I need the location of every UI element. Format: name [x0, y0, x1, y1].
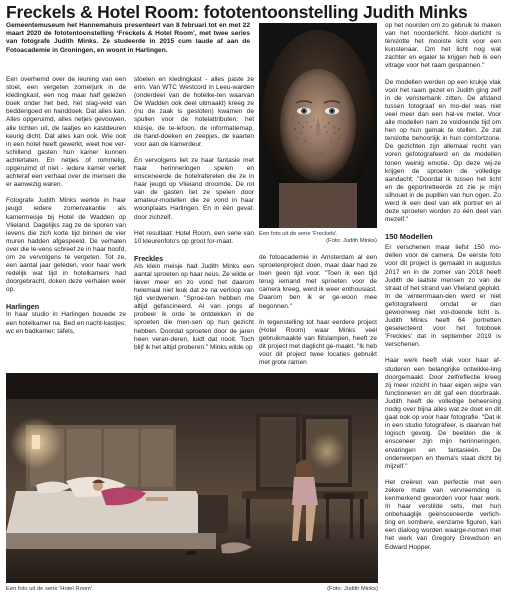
paragraph: De modellen werden op een krukje vlak voor het raam gezet en Judith ging zelf in de vensterbank zitten. De afstand tussen fotograaf en mo-del was niet veel meer dan een hal-ve meter. Voor alle modellen nam ze voldoende tijd om hen op hun gemak te stellen. Ze zat tenslotte behoorlijk in hun comfortzone. De gezichten zijn allemaal recht van voren gefotografeerd en de modellen tonen weinig emotie. Op deze wij-ze krijgen de sproeten de volledige aandacht: "Doordat ik tussen het licht en de geportretteerde zit zie je mijn silhouet in de pupillen van hun ogen. Zo werd ik een deel van elk portret en al deze sproeten worden zo één deel van mezelf." [385, 78, 501, 224]
paragraph: Een overhemd over de leuning van een stoel, een vergeten zomerjurk in de kledingkast, een nog maar half gelezen boek onder het bed, het slag-veld van beddengoed en handdoek. Dat alles kan. Alles opgeruimd, alles netjes gevouwen, alle lichten uit, de laatjes en kastdeuren keurig dicht. Dat alles kan ook. Wie ooit in een hotel heeft gewerkt, weet hoe ver-schillend gasten hun kamer kunnen achterlaten. En netjes of rommelig, opgeruimd of niet - iedere kamer vertelt achteraf een verhaal over de mensen die er aanwezig waren. [6, 76, 126, 189]
caption-credit: (Foto: Judith Minks) [326, 238, 377, 245]
hotel-room-caption [6, 586, 378, 593]
paragraph: Het resultaat: Hotel Room, een serie van 10 kleurenfoto's op groot for-maat. [134, 229, 254, 245]
freckles-portrait-photo [259, 23, 377, 228]
article-title: Freckels & Hotel Room: fototentoonstelling Judith Minks [6, 2, 468, 22]
caption-text: Een foto uit de serie 'Hotel Room'. [6, 586, 94, 592]
paragraph: Er verschenen maar liefst 150 mo-dellen voor de camera. De eerste foto voor dit project is gemaakt in augustus 2017 en in de zomer van 2018 heeft Judith de laatste mensen zo van de straat of het strand van Vlieland geplukt. In de winterrmaan-den werd er niet gefotografeerd omdat er dan gewoonweg niet vol-doende licht is. Judith Minks heeft 64 portretten geselecteerd voor het fotoboek 'Freckles' dat in september 2019 is verschenen. [385, 244, 501, 349]
subheading-150-modellen: 150 Modellen [385, 232, 433, 242]
column-1 [6, 76, 126, 336]
paragraph: Het creëren van perfectie met een zekere mate van vervreemding is kenmerkend geworden voor haar werk. In haar verstilde sets, met hun onbehaaglijk geënsceneerde verlich-ting en sombere, eenzame figuren, kan een dialoog worden waarge-nomen met het werk van Gregory Grewdson en Edward Hopper. [385, 478, 501, 551]
paragraph: En vervolgens liet ze haar fantasie met haar herinneringen spelen en ensceneerde de hotelraferelen die ze in haar jeugd op Vlieland droomde. De rol van de gasten liet ze spelen door amateur-modellen die ze vond in haar woonplaats Harlingen. En in één geval: door zichzelf. [134, 156, 254, 221]
subheading-freckles: Freckles [134, 253, 164, 263]
paragraph: In tegenstelling tot haar eerdere project (Hotel Room) waar Minks veel gebruikmaakte van flitslampen, heeft ze dit project met daglicht ge-maakt. "Ik heb voor dit project twee locaties gebruikt met grote ramen [259, 318, 377, 367]
portrait-illustration [259, 23, 377, 228]
freckles-caption [259, 231, 377, 245]
subheading-harlingen: Harlingen [6, 302, 40, 312]
paragraph: In haar studio in Harlingen bouwde ze een hotelkamer na. Bed en nacht-kastjes; wc en badkamer; tafels, [6, 311, 126, 335]
hotel-room-illustration [6, 373, 378, 583]
paragraph: Fotografe Judith Minks werkte in haar jeugd iedere zomervakantie als kamermeisje bij Hotel de Wadden op Vlieland. Dagelijks zag ze de sporen van levens die zich korte tijd binnen de vier muren hadden afgespeeld. De verhalen over die le-vens schreef ze in haar hoofd, om ze vervolgens te vergeten. Tot ze, een aantal jaar geleden, voor haar werk redelijk wat tijd in hotelkamers had doorgebracht, doken deze verhalen weer op. [6, 197, 126, 294]
hotel-room-photo [6, 373, 378, 583]
caption-text: Een foto uit de serie 'Freckels'. [259, 231, 338, 237]
paragraph: op het noorden om zo gebruik te maken van het noorderlicht. Noor-derlicht is tenslotte het mooiste licht voor een kunstenaar. Om het licht nog wat zachter en egaler te krijgen heb ik een vitrage voor het raam gespannen." [385, 22, 501, 70]
column-4 [385, 22, 501, 552]
column-3 [259, 254, 377, 367]
paragraph: stoelen en kledingkast - alles paste ze erin. Van WTC Westcord in Leeu-warden (onderdeel van de hotelke-ten waarvan De Wadden ook deel uitmaakt) kreeg ze (nu de zaak is gesloten) kwamen de spullen voor de hotelattributen: het kluisje, de te-lefoon, de informatiemap, de hand-doeken en zeepjes, de kaarten voor aan de kamerdeur. [134, 76, 254, 148]
article-lead: Gemeentemuseum het Hannemahuis presenteert van 8 februari tot en met 22 maart 2020 de fototentoonstelling ‘Freckels & Hotel Room’, met twee series van fotografe Judith Minks. Ze studeerde in 2015 cum laude af aan de Fotoacademie in Groningen, en woont in Harlingen. [6, 22, 250, 54]
column-2 [134, 76, 254, 352]
paragraph: Als klein meisje had Judith Minks een aantal sproeten op haar neus. Ze wilde er liever meer en zo vond het daarom helemaal niet leuk dat ze na verloop van tijd verdwenen. "Sproe-ten hebben me altijd gefascineerd. Al van jongs af probeer ik orde te ontdekken in de sproeten die men-sen op hun gezicht hebben. Doordat sproeten door de jaren heen veran-deren, luidt dat nooit. Toch blijf ik het altijd proberen." Minks wilde op [134, 262, 254, 351]
caption-credit: (Foto: Judith Minks) [327, 586, 378, 592]
paragraph: de fotoacademie in Amsterdam al een sproetenproject doen, maar daar had ze toen geen tijd voor. "Toen ik een tijd terug iemand met sproeten voor de camera kreeg, werd ik weer enthousiast. Daarom ben ik er ge-woon mee begonnen." [259, 254, 377, 310]
paragraph: Haar werk heeft vlak voor haar af-studeren een belangrijke ontwikke-ling doorgemaakt. Door zelfreflectie kreeg zij meer inzicht in haar eigen wijze van functioneren en dit gaf een doorbraak. Judith heeft de volledige beheersing nodig over bijna alles wat ze doet en dit gaat ook op voor haar fotografie. "Dat ik in een studio fotografeer, is daarvan het logisch gevolg. De beelden die ik ensceneer zijn mijn herinneringen, ervaringen en fantasieën. De onderwerpen en thema's staat dicht bij mijzelf." [385, 357, 501, 470]
